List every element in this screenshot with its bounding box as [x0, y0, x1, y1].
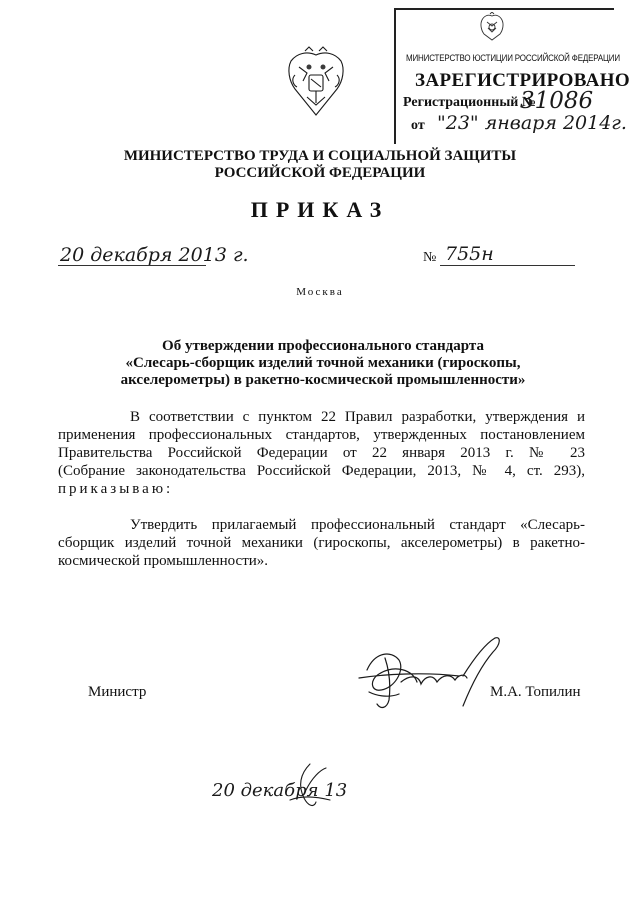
body-p1-line-3: Правительства Российской Федерации от 22 января 2013 г. № 23: [58, 445, 585, 461]
subject-line-3: акселерометры) в ракетно-космической промышленности»: [120, 372, 526, 388]
body-p2-line-1: Утвердить прилагаемый профессиональный стандарт «Слесарь-: [130, 517, 585, 533]
order-number: 755н: [445, 243, 494, 265]
date-underline: [58, 265, 206, 266]
order-title: ПРИКАЗ: [250, 197, 390, 222]
body-p2-line-3: космической промышленности».: [58, 553, 269, 569]
body-paragraph-1: [58, 408, 585, 498]
body-p2-line-2: сборщик изделий точной механики (гироскопы, акселерометры) в ракетно-: [58, 535, 585, 551]
number-sign: №: [423, 250, 437, 265]
order-city: Москва: [296, 286, 344, 298]
stamp-registered: ЗАРЕГИСТРИРОВАНО: [415, 70, 631, 91]
stamp-registration-label: Регистрационный №: [403, 95, 536, 110]
ministry-line-2: РОССИЙСКОЙ ФЕДЕРАЦИИ: [214, 165, 426, 181]
subject-line-1: Об утверждении профессионального стандарта: [162, 338, 484, 354]
order-subject: [60, 338, 586, 389]
body-p1-line-1: В соответствии с пунктом 22 Правил разработки, утверждения и: [130, 409, 585, 425]
stamp-ministry: МИНИСТЕРСТВО ЮСТИЦИИ РОССИЙСКОЙ ФЕДЕРАЦИИ: [406, 53, 620, 64]
subject-line-2: «Слесарь-сборщик изделий точной механики (гироскопы,: [125, 355, 521, 371]
stamp-registration-number: 31086: [520, 88, 594, 114]
coat-of-arms-icon: [285, 45, 347, 121]
ministry-name: [0, 148, 640, 182]
body-p1-line-2: применения профессиональных стандартов, утвержденных постановлением: [58, 427, 585, 443]
body-p1-line-4: (Собрание законодательства Российской Федерации, 2013, № 4, ст. 293),: [58, 463, 585, 479]
stamp-date-value: "23" января 2014г.: [437, 112, 627, 134]
stamp-date-prefix: от: [411, 118, 425, 133]
handwritten-signing-date: 20 декабря 13: [212, 780, 348, 801]
handwritten-signature: [355, 630, 505, 720]
ministry-line-1: МИНИСТЕРСТВО ТРУДА И СОЦИАЛЬНОЙ ЗАЩИТЫ: [123, 148, 517, 164]
signatory-title: Министр: [88, 684, 147, 700]
body-p1-line-5: приказываю:: [58, 481, 174, 497]
number-underline: [440, 265, 575, 266]
signatory-name: М.А. Топилин: [490, 684, 581, 700]
order-date: 20 декабря 2013 г.: [60, 244, 249, 266]
body-paragraph-2: [58, 516, 585, 570]
